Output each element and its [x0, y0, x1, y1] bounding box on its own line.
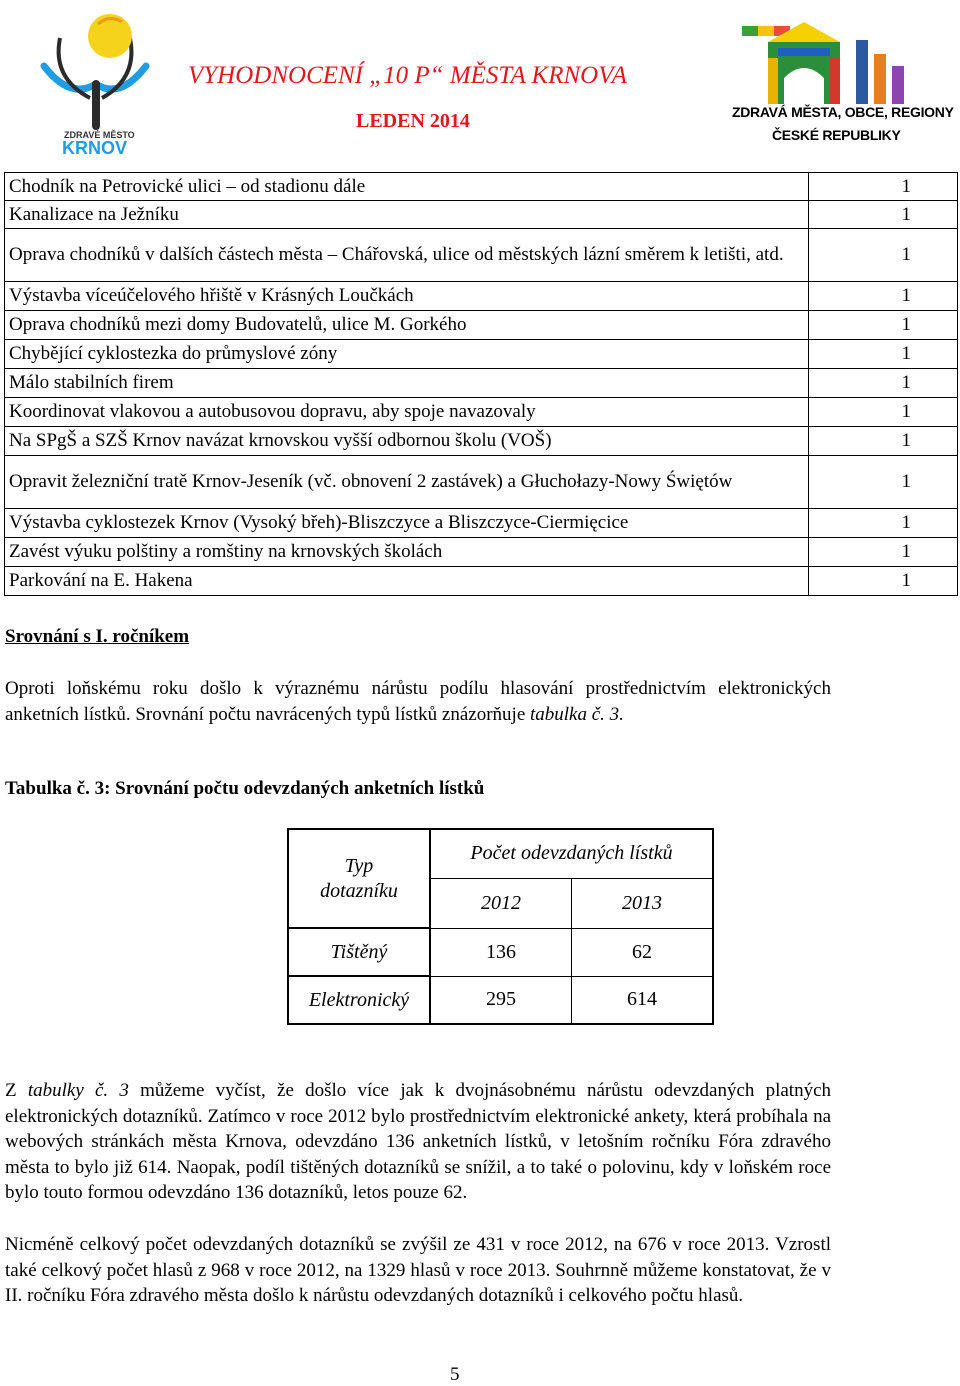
proposal-row — [5, 201, 958, 229]
logo-small-text: ZDRAVÉ MĚSTO — [64, 130, 135, 140]
proposal-text: Koordinovat vlakovou a autobusovou dopravu, aby spoje navazovaly — [5, 398, 809, 427]
proposal-text: Chodník na Petrovické ulici – od stadionu dále — [5, 173, 809, 201]
paragraph-text: můžeme vyčíst, že došlo více jak k dvojnásobnému nárůstu odevzdaných platných elektronických dotazníků. Zatímco v roce 2012 bylo prostřednictvím elektronické ankety, která probíhala na webových stránkách města Krnova, odevzdáno 136 anketních lístků, v letošním ročníku Fóra zdravého města to bylo již 614. Naopak, podíl tištěných dotazníků se snížil, a to také o polovinu, kdy v loňském roce bylo touto formou odevzdáno 136 dotazníků, letos pouze 62. — [5, 1080, 832, 1203]
value-2012: 136 — [430, 928, 572, 976]
count-header: Počet odevzdaných lístků — [430, 829, 713, 878]
proposal-row — [5, 282, 958, 311]
proposal-votes: 1 — [809, 173, 958, 201]
logo-big-text: KRNOV — [62, 138, 128, 158]
proposal-text: Výstavba cyklostezek Krnov (Vysoký břeh)-Bliszczyce a Bliszczyce-Ciermięcice — [5, 509, 809, 538]
proposal-row — [5, 427, 958, 456]
table-reference: tabulka č. 3. — [530, 703, 624, 725]
proposal-text: Zavést výuku polštiny a romštiny na krnovských školách — [5, 538, 809, 567]
proposal-text: Kanalizace na Ježníku — [5, 201, 809, 229]
proposal-text: Chybějící cyklostezka do průmyslové zóny — [5, 340, 809, 369]
table-reference: tabulky č. 3 — [27, 1080, 129, 1101]
proposal-votes: 1 — [809, 427, 958, 456]
proposal-row — [5, 509, 958, 538]
proposal-text: Málo stabilních firem — [5, 369, 809, 398]
table-caption: Tabulka č. 3: Srovnání počtu odevzdaných anketních lístků — [5, 778, 485, 799]
row-label: Tištěný — [288, 928, 430, 976]
proposal-row — [5, 567, 958, 596]
year-2012-header: 2012 — [430, 878, 572, 928]
proposal-text: Oprava chodníků v dalších částech města – Chářovská, ulice od městských lázní směrem k letišti, atd. — [5, 229, 809, 282]
logo-right-line1: ZDRAVÁ MĚSTA, OBCE, REGIONY — [732, 104, 954, 120]
paragraph-text: Oproti loňskému roku došlo k výraznému nárůstu podílu hlasování prostřednictvím elektronických anketních lístků. Srovnání počtu navrácených typů lístků znázorňuje — [5, 678, 831, 725]
proposal-votes: 1 — [809, 567, 958, 596]
row-label: Elektronický — [288, 976, 430, 1024]
proposal-votes: 1 — [809, 398, 958, 427]
page-number: 5 — [450, 1364, 460, 1385]
section-title: Srovnání s I. ročníkem — [5, 626, 190, 647]
value-2012: 295 — [430, 976, 572, 1024]
proposal-row — [5, 538, 958, 567]
comparison-table — [287, 828, 714, 1025]
proposal-row — [5, 456, 958, 509]
paragraph-analysis — [5, 1078, 831, 1206]
proposals-table — [4, 172, 958, 596]
proposal-row — [5, 398, 958, 427]
proposal-votes: 1 — [809, 311, 958, 340]
proposal-row — [5, 369, 958, 398]
proposal-votes: 1 — [809, 538, 958, 567]
proposal-votes: 1 — [809, 340, 958, 369]
building-icon — [728, 18, 938, 108]
paragraph-summary: Nicméně celkový počet odevzdaných dotazníků se zvýšil ze 431 v roce 2012, na 676 v roce 2013. Vzrostl také celkový počet hlasů z 968 v roce 2012, na 1329 hlasů v roce 2013. Souhrnně můžeme konstatovat, že v II. ročníku Fóra zdravého města došlo k nárůstu odevzdaných dotazníků i celkového počtu hlasů. — [5, 1234, 831, 1306]
proposal-row — [5, 173, 958, 201]
proposal-votes: 1 — [809, 509, 958, 538]
value-2013: 62 — [572, 928, 714, 976]
proposal-text: Opravit železniční tratě Krnov-Jeseník (vč. obnovení 2 zastávek) a Głuchołazy-Nowy Świętów — [5, 456, 809, 509]
proposal-votes: 1 — [809, 229, 958, 282]
type-header-label: Typ dotazníku — [320, 854, 398, 902]
logo-right-line2: ČESKÉ REPUBLIKY — [772, 127, 901, 143]
proposal-votes: 1 — [809, 201, 958, 229]
proposal-votes: 1 — [809, 456, 958, 509]
paragraph-comparison-intro — [5, 676, 831, 727]
document-title: VYHODNOCENÍ „10 P“ MĚSTA KRNOVA — [188, 62, 627, 89]
document-subtitle: LEDEN 2014 — [356, 110, 470, 132]
proposal-text: Výstavba víceúčelového hřiště v Krásných Loučkách — [5, 282, 809, 311]
proposal-votes: 1 — [809, 282, 958, 311]
proposal-row — [5, 229, 958, 282]
proposal-votes: 1 — [809, 369, 958, 398]
proposal-text: Parkování na E. Hakena — [5, 567, 809, 596]
value-2013: 614 — [572, 976, 714, 1024]
proposal-text: Na SPgŠ a SZŠ Krnov navázat krnovskou vyšší odbornou školu (VOŠ) — [5, 427, 809, 456]
zdrave-mesto-krnov-logo — [30, 8, 160, 158]
proposal-row — [5, 340, 958, 369]
paragraph-prefix: Z — [5, 1080, 28, 1101]
year-2013-header: 2013 — [572, 878, 714, 928]
proposal-text: Oprava chodníků mezi domy Budovatelů, ulice M. Gorkého — [5, 311, 809, 340]
proposal-row — [5, 311, 958, 340]
type-header — [288, 829, 430, 928]
